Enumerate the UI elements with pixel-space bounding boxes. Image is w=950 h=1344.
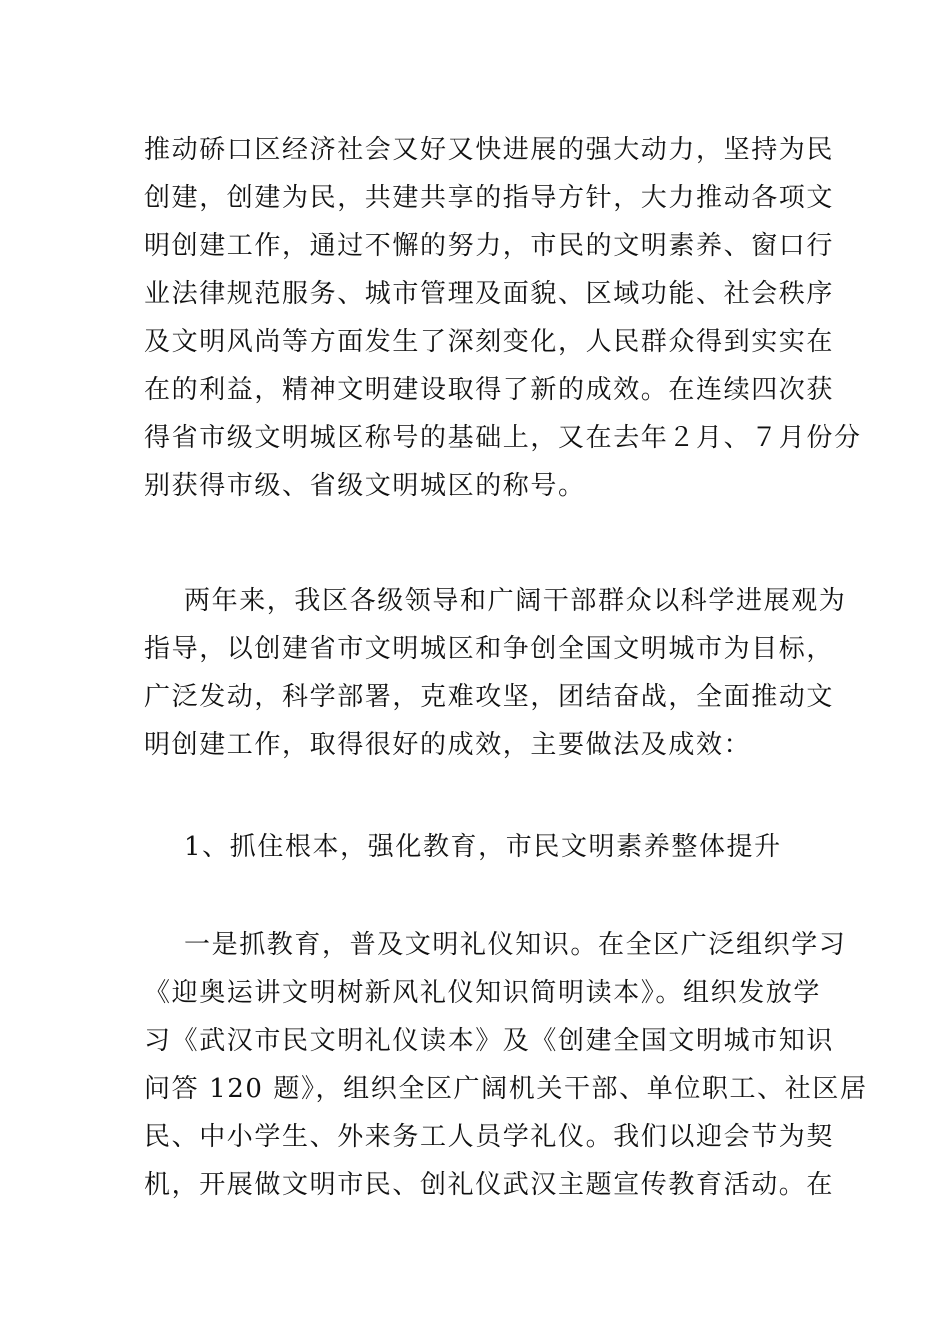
paragraph-3 xyxy=(144,921,868,1209)
paragraph-line: 别获得市级、省级文明城区的称号。 xyxy=(144,471,586,501)
paragraph-line: 在的利益，精神文明建设取得了新的成效。在连续四次获 xyxy=(144,375,835,405)
paragraph-line: 创建，创建为民，共建共享的指导方针，大力推动各项文 xyxy=(144,183,835,213)
paragraph-line: 《迎奥运讲文明树新风礼仪知识简明读本》。组织发放学 xyxy=(144,978,822,1008)
paragraph-line: 明创建工作，取得很好的成效，主要做法及成效： xyxy=(144,730,752,760)
paragraph-line: 民、中小学生、外来务工人员学礼仪。我们以迎会节为契 xyxy=(144,1122,835,1152)
paragraph-line: 推动硚口区经济社会又好又快进展的强大动力，坚持为民 xyxy=(144,135,835,165)
paragraph-line: 得省市级文明城区称号的基础上，又在去年２月、７月份分 xyxy=(144,423,862,453)
paragraph-line: 习《武汉市民文明礼仪读本》及《创建全国文明城市知识 xyxy=(144,1026,835,1056)
paragraph-line: 明创建工作，通过不懈的努力，市民的文明素养、窗口行 xyxy=(144,231,835,261)
paragraph-line: 机，开展做文明市民、创礼仪武汉主题宣传教育活动。在 xyxy=(144,1170,835,1200)
paragraph-line: 两年来，我区各级领导和广阔干部群众以科学进展观为 xyxy=(184,586,847,616)
paragraph-1 xyxy=(144,126,862,510)
paragraph-line: 业法律规范服务、城市管理及面貌、区域功能、社会秩序 xyxy=(144,279,835,309)
paragraph-line: 及文明风尚等方面发生了深刻变化，人民群众得到实实在 xyxy=(144,327,835,357)
paragraph-2 xyxy=(144,577,847,769)
section-heading xyxy=(144,823,809,871)
paragraph-line: 问答 120 题》，组织全区广阔机关干部、单位职工、社区居 xyxy=(144,1074,868,1104)
paragraph-line: 指导，以创建省市文明城区和争创全国文明城市为目标， xyxy=(144,634,835,664)
paragraph-line: 广泛发动，科学部署，克难攻坚，团结奋战，全面推动文 xyxy=(144,682,835,712)
section-heading-text: 1、抓住根本，强化教育，市民文明素养整体提升 xyxy=(184,832,782,862)
paragraph-line: 一是抓教育，普及文明礼仪知识。在全区广泛组织学习 xyxy=(184,930,847,960)
